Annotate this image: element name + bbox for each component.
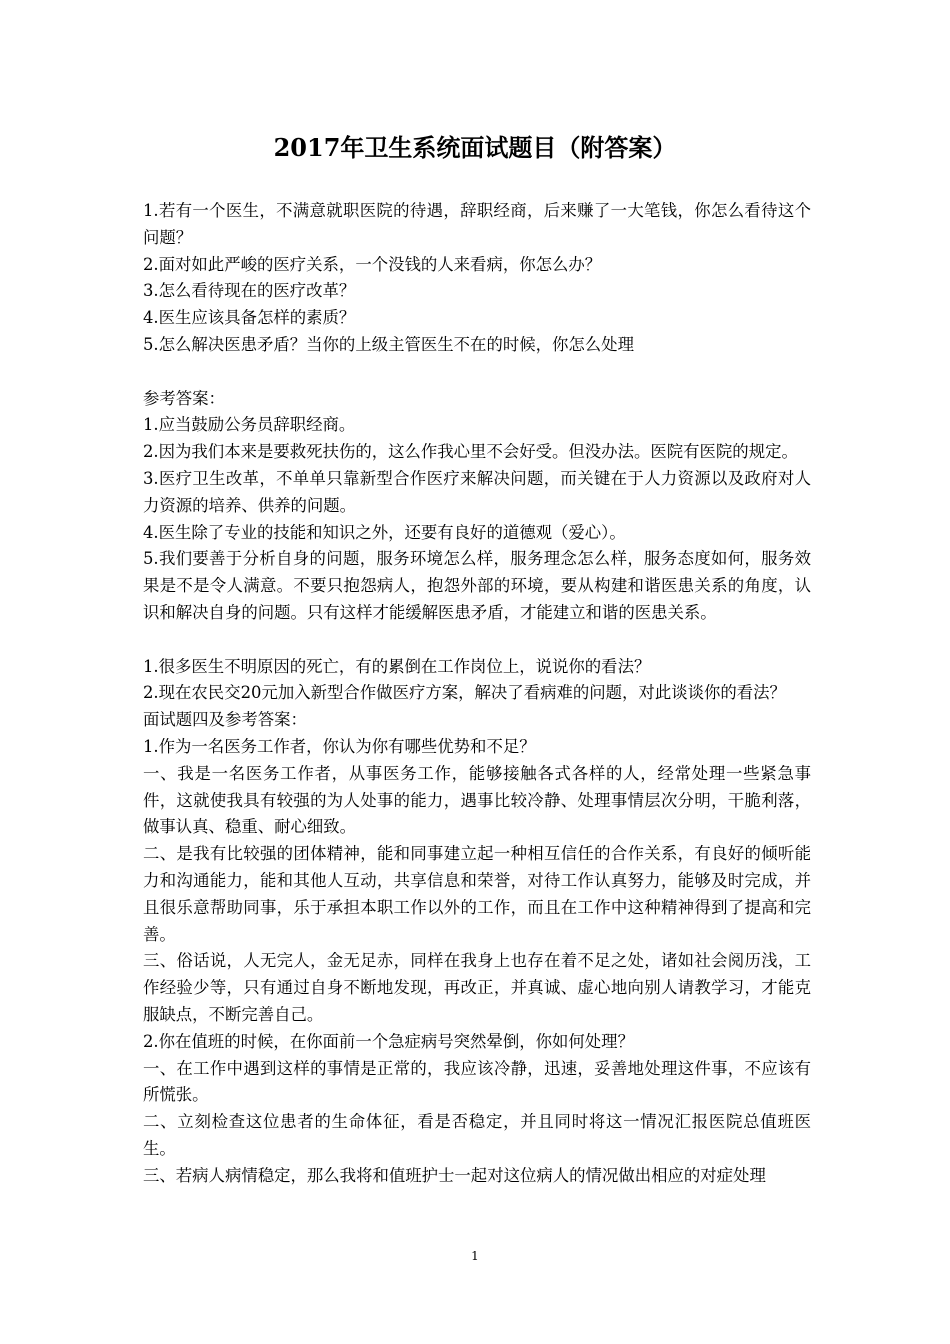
document-body <box>143 198 811 1189</box>
paragraph: 参考答案： <box>143 388 225 408</box>
paragraph: 4.医生应该具备怎样的素质？ <box>143 308 356 328</box>
paragraph: 面试题四及参考答案： <box>143 710 307 730</box>
paragraph: 2.面对如此严峻的医疗关系，一个没钱的人来看病，你怎么办？ <box>143 254 602 274</box>
paragraph: 3.医疗卫生改革，不单单只靠新型合作医疗来解决问题，而关键在于人力资源以及政府对人力资源的培养、供养的问题。 <box>143 468 811 515</box>
paragraph: 1.很多医生不明原因的死亡，有的累倒在工作岗位上，说说你的看法？ <box>143 656 651 676</box>
paragraph: 二、是我有比较强的团体精神，能和同事建立起一种相互信任的合作关系，有良好的倾听能力和沟通能力，能和其他人互动，共享信息和荣誉，对待工作认真努力，能够及时完成，并且很乐意帮助同事，乐于承担本职工作以外的工作，而且在工作中这种精神得到了提高和完善。 <box>143 844 811 944</box>
paragraph: 一、我是一名医务工作者，从事医务工作，能够接触各式各样的人，经常处理一些紧急事件，这就使我具有较强的为人处事的能力，遇事比较冷静、处理事情层次分明，干脆利落，做事认真、稳重、耐心细致。 <box>143 763 811 837</box>
paragraph: 三、若病人病情稳定，那么我将和值班护士一起对这位病人的情况做出相应的对症处理 <box>143 1165 766 1185</box>
paragraph: 5.怎么解决医患矛盾？当你的上级主管医生不在的时候，你怎么处理 <box>143 334 634 354</box>
paragraph: 1.应当鼓励公务员辞职经商。 <box>143 415 356 435</box>
paragraph: 三、俗话说，人无完人，金无足赤，同样在我身上也存在着不足之处，诸如社会阅历浅，工作经验少等，只有通过自身不断地发现，再改正，并真诚、虚心地向别人请教学习，才能克服缺点，不断完善自己。 <box>143 951 811 1024</box>
page-number: 1 <box>471 1249 479 1263</box>
paragraph: 3.怎么看待现在的医疗改革？ <box>143 281 356 301</box>
paragraph: 一、在工作中遇到这样的事情是正常的，我应该冷静，迅速，妥善地处理这件事，不应该有所慌张。 <box>143 1058 811 1105</box>
paragraph: 2.你在值班的时候，在你面前一个急症病号突然晕倒，你如何处理？ <box>143 1031 634 1051</box>
paragraph-spacer <box>143 359 811 386</box>
paragraph: 二、立刻检查这位患者的生命体征，看是否稳定，并且同时将这一情况汇报医院总值班医生。 <box>143 1112 811 1158</box>
paragraph-spacer <box>143 627 811 654</box>
paragraph: 2.现在农民交20元加入新型合作做医疗方案，解决了看病难的问题，对此谈谈你的看法？ <box>143 683 786 703</box>
document-title: 2017年卫生系统面试题目（附答案） <box>273 133 677 162</box>
paragraph: 5.我们要善于分析自身的问题，服务环境怎么样，服务理念怎么样，服务态度如何，服务效果是不是令人满意。不要只抱怨病人，抱怨外部的环境，要从构建和谐医患关系的角度，认识和解决自身的问题。只有这样才能缓解医患矛盾，才能建立和谐的医患关系。 <box>143 549 811 622</box>
paragraph: 2.因为我们本来是要救死扶伤的，这么作我心里不会好受。但没办法。医院有医院的规定。 <box>143 442 798 462</box>
paragraph: 1.若有一个医生，不满意就职医院的待遇，辞职经商，后来赚了一大笔钱，你怎么看待这个问题？ <box>143 201 811 247</box>
paragraph: 1.作为一名医务工作者，你认为你有哪些优势和不足？ <box>143 736 536 756</box>
paragraph: 4.医生除了专业的技能和知识之外，还要有良好的道德观（爱心）。 <box>143 522 626 542</box>
